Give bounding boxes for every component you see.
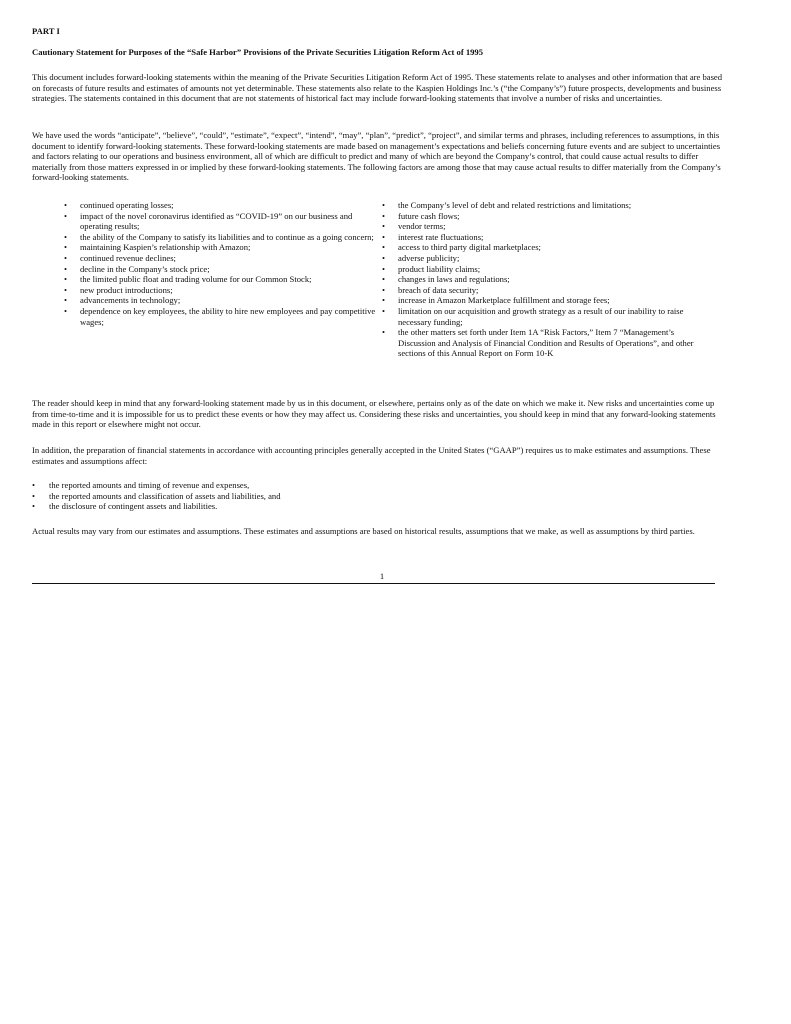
risk-factor-item-text: continued operating losses; — [80, 200, 174, 210]
risk-factor-item-text: new product introductions; — [80, 284, 173, 295]
bullet-icon: • — [382, 305, 386, 316]
bullet-icon: • — [382, 221, 386, 232]
bullet-icon: • — [32, 501, 36, 512]
bullet-icon: • — [382, 210, 386, 221]
risk-factor-item — [382, 306, 707, 327]
page-divider — [32, 583, 715, 584]
bullet-icon: • — [64, 263, 68, 274]
risk-factor-item — [64, 306, 386, 327]
risk-factor-item-text: decline in the Company’s stock price; — [80, 263, 210, 274]
risk-factors-right-list — [382, 200, 707, 359]
bullet-icon: • — [64, 274, 68, 285]
reader-paragraph: The reader should keep in mind that any forward-looking statement made by us in this document, or elsewhere, pertains only as of the date on which we make it. New risks and uncertainties come up from time-to-time and it is impossible for us to predict these events or how they may affect us. Considering these risks and uncertainties, you should keep in mind that any forward-looking statements made in this report or elsewhere might not occur. — [32, 398, 716, 430]
bullet-icon: • — [64, 295, 68, 306]
page-number: 1 — [379, 571, 385, 581]
risk-factor-item-text: limitation on our acquisition and growth strategy as a result of our inability to raise necessary funding; — [398, 305, 684, 327]
risk-factor-item-text: adverse publicity; — [398, 252, 460, 263]
risk-factor-item — [382, 232, 707, 243]
risk-factor-item — [64, 200, 386, 211]
bullet-icon: • — [64, 210, 68, 221]
risk-factor-item — [64, 274, 386, 285]
risk-factor-item — [382, 253, 707, 264]
risk-factor-item — [382, 221, 707, 232]
section-heading: Cautionary Statement for Purposes of the “Safe Harbor” Provisions of the Private Securities Litigation Reform Act of 1995 — [32, 47, 484, 57]
risk-factor-item — [64, 253, 386, 264]
part-label: PART I — [32, 26, 60, 36]
bullet-icon: • — [382, 295, 386, 306]
bullet-icon: • — [382, 263, 386, 274]
bullet-icon: • — [382, 231, 386, 242]
risk-factor-item-text: vendor terms; — [398, 221, 446, 232]
bullet-icon: • — [32, 480, 36, 490]
risk-factor-item — [382, 274, 707, 285]
risk-factor-item — [382, 200, 707, 211]
risk-factor-item-text: impact of the novel coronavirus identified as “COVID-19” on our business and operating results; — [80, 210, 353, 232]
risk-factor-item-text: changes in laws and regulations; — [398, 274, 510, 285]
estimate-item — [32, 480, 732, 491]
risk-factor-item-text: breach of data security; — [398, 284, 479, 295]
risk-factor-item-text: the ability of the Company to satisfy its liabilities and to continue as a going concern; — [80, 231, 374, 242]
bullet-icon: • — [382, 327, 386, 338]
risk-factor-item-text: interest rate fluctuations; — [398, 231, 484, 242]
estimate-item — [32, 491, 732, 502]
risk-factor-item — [64, 264, 386, 275]
risk-factor-item-text: dependence on key employees, the ability to hire new employees and pay competitive wages; — [80, 305, 376, 327]
intro-paragraph: This document includes forward-looking statements within the meaning of the Private Securities Litigation Reform Act of 1995. These statements relate to analyses and other information that are based on forecasts of future results and estimates of amounts not yet determinable. These statements also relate to the Kaspien Holdings Inc.’s (“the Company’s”) future prospects, developments and business strategies. The statements contained in this document that are not statements of historical fact may include forward-looking statements that involve a number of risks and uncertainties. — [32, 72, 723, 104]
risk-factor-item — [382, 285, 707, 296]
bullet-icon: • — [382, 274, 386, 285]
risk-factor-item-text: continued revenue declines; — [80, 252, 176, 263]
bullet-icon: • — [64, 200, 68, 210]
risk-factor-item-text: advancements in technology; — [80, 295, 181, 306]
actual-results-paragraph: Actual results may vary from our estimates and assumptions. These estimates and assumptions are based on historical results, assumptions that we make, as well as assumptions by third parties. — [32, 526, 695, 536]
risk-factor-item-text: access to third party digital marketplaces; — [398, 242, 541, 253]
estimate-item — [32, 501, 732, 512]
bullet-icon: • — [382, 242, 386, 253]
words-paragraph: We have used the words “anticipate”, “believe”, “could”, “estimate”, “expect”, “intend”, “may”, “plan”, “predict”, “project”, and similar terms and phrases, including references to assumptions, in this document to identify forward-looking statements. These forward-looking statements are made based on management’s expectations and beliefs concerning future events and are subject to uncertainties and factors relating to our operations and business environment, all of which are difficult to predict and many of which are beyond the Company’s control, that could cause actual results to differ materially from those matters expressed in or implied by these forward-looking statements. The following factors are among those that may cause actual results to differ materially from the Company’s forward-looking statements. — [32, 130, 721, 183]
estimate-item-text: the reported amounts and classification of assets and liabilities, and — [49, 490, 281, 501]
risk-factor-item — [382, 242, 707, 253]
gaap-paragraph: In addition, the preparation of financial statements in accordance with accounting principles generally accepted in the United States (“GAAP”) requires us to make estimates and assumptions. These estimates and assumptions affect: — [32, 445, 711, 466]
bullet-icon: • — [64, 305, 68, 316]
risk-factor-item — [64, 232, 386, 243]
risk-factor-item-text: the Company’s level of debt and related restrictions and limitations; — [398, 200, 632, 210]
risk-factor-item-text: the limited public float and trading volume for our Common Stock; — [80, 274, 312, 285]
risk-factor-item-text: increase in Amazon Marketplace fulfillment and storage fees; — [398, 295, 610, 306]
bullet-icon: • — [382, 284, 386, 295]
risk-factor-item-text: product liability claims; — [398, 263, 481, 274]
risk-factor-item — [382, 327, 707, 359]
bullet-icon: • — [32, 490, 36, 501]
risk-factors-left-list — [64, 200, 386, 327]
risk-factor-item — [382, 264, 707, 275]
bullet-icon: • — [64, 231, 68, 242]
risk-factor-item — [64, 242, 386, 253]
estimate-item-text: the reported amounts and timing of revenue and expenses, — [49, 480, 250, 490]
bullet-icon: • — [64, 242, 68, 253]
bullet-icon: • — [64, 284, 68, 295]
bullet-icon: • — [382, 252, 386, 263]
risk-factor-item-text: maintaining Kaspien’s relationship with Amazon; — [80, 242, 251, 253]
bullet-icon: • — [64, 252, 68, 263]
risk-factor-item-text: future cash flows; — [398, 210, 460, 221]
risk-factor-item — [64, 211, 386, 232]
estimate-item-text: the disclosure of contingent assets and liabilities. — [49, 501, 218, 512]
risk-factor-item — [382, 211, 707, 222]
risk-factor-item — [382, 295, 707, 306]
estimates-list — [32, 480, 732, 512]
bullet-icon: • — [382, 200, 386, 210]
risk-factor-item-text: the other matters set forth under Item 1A “Risk Factors,” Item 7 “Management’s Discussion and Analysis of Financial Condition and Results of Operations”, and other sections of this Annual Report on Form 10-K — [398, 327, 694, 359]
risk-factor-item — [64, 285, 386, 296]
risk-factor-item — [64, 295, 386, 306]
